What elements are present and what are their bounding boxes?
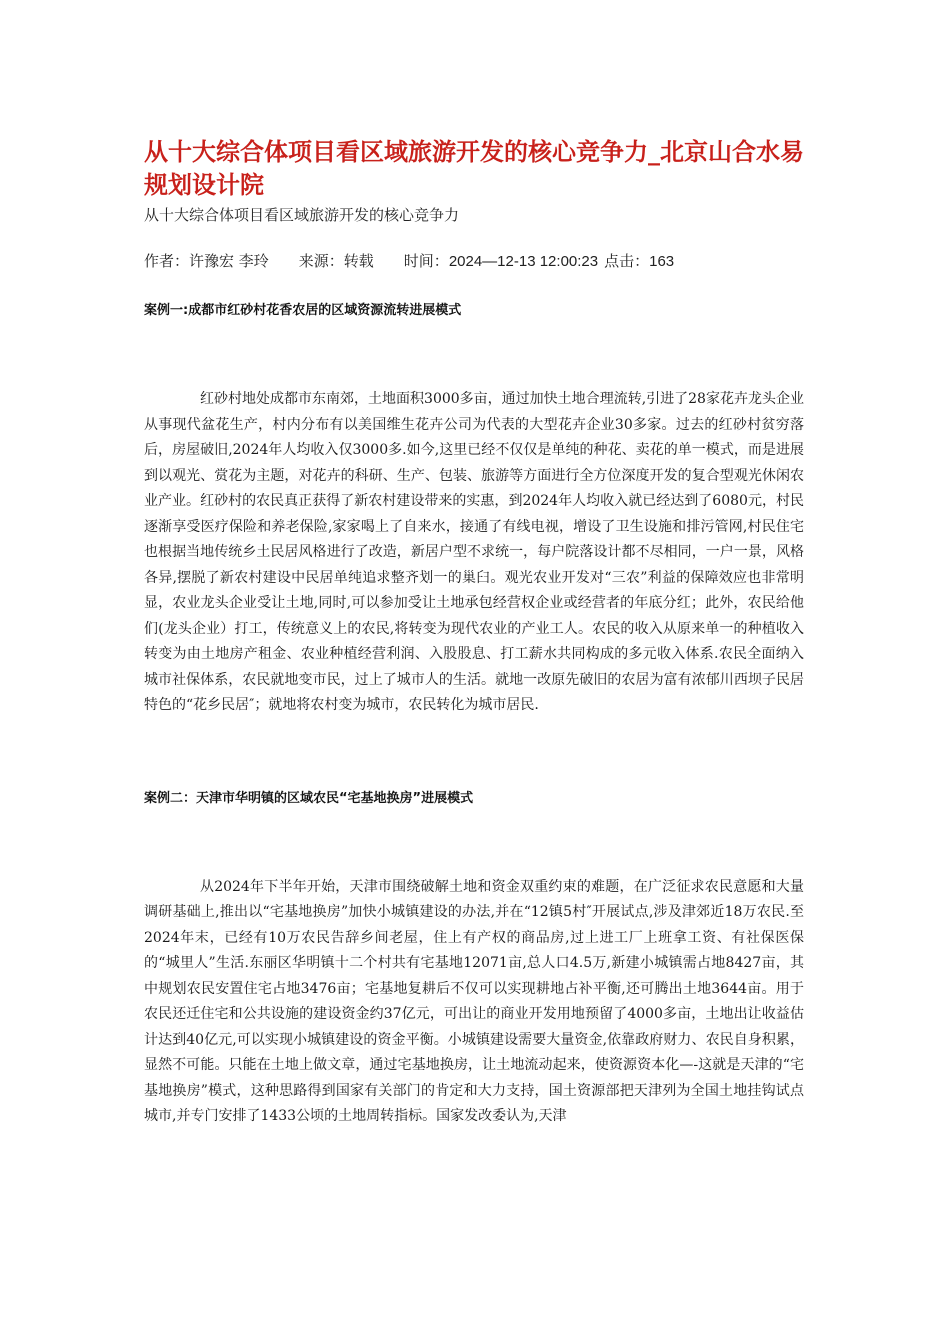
source-label: 来源：转载: [298, 252, 374, 270]
case1-paragraph: 红砂村地处成都市东南郊，土地面积3000多亩，通过加快土地合理流转,引进了28家花卉龙头企业从事现代盆花生产，村内分布有以美国维生花卉公司为代表的大型花卉企业30多家。过去的红砂村贫穷落后，房屋破旧,2024年人均收入仅3000多.如今,这里已经不仅仅是单纯的种花、卖花的单一模式，而是进展到以观光、赏花为主题，对花卉的科研、生产、包装、旅游等方面进行全方位深度开发的复合型观光休闲农业产业。红砂村的农民真正获得了新农村建设带来的实惠，到2024年人均收入就已经达到了6080元，村民逐渐享受医疗保险和养老保险,家家喝上了自来水，接通了有线电视，增设了卫生设施和排污管网,村民住宅也根据当地传统乡土民居风格进行了改造，新居户型不求统一，每户院落设计都不尽相同，一户一景，风格各异,摆脱了新农村建设中民居单纯追求整齐划一的巢臼。观光农业开发对“三农”利益的保障效应也非常明显，农业龙头企业受让土地,同时,可以参加受让土地承包经营权企业或经营者的年底分红；此外，农民给他们(龙头企业）打工，传统意义上的农民,将转变为现代农业的产业工人。农民的收入从原来单一的种植收入转变为由土地房产租金、农业种植经营利润、入股股息、打工薪水共同构成的多元收入体系.农民全面纳入城市社保体系，农民就地变市民，过上了城市人的生活。就地一改原先破旧的农居为富有浓郁川西坝子民居特色的“花乡民居″；就地将农村变为城市，农民转化为城市居民.: [144, 391, 804, 713]
time-label: 时间：: [403, 252, 449, 270]
article-subtitle: 从十大综合体项目看区域旅游开发的核心竞争力: [144, 206, 460, 224]
article-meta: [144, 250, 804, 273]
author-label: 作者：许豫宏 李玲: [144, 252, 269, 270]
time-value: 2024—12-13 12:00:23: [448, 253, 599, 270]
clicks-value: 163: [649, 253, 675, 270]
document-page: [144, 136, 804, 1130]
case1-heading: 案例一:成都市红砂村花香农居的区域资源流转进展模式: [144, 303, 462, 318]
clicks-label: 点击：: [604, 252, 650, 270]
case2-paragraph: 从2024年下半年开始，天津市围绕破解土地和资金双重约束的难题，在广泛征求农民意愿和大量调研基础上,推出以“宅基地换房”加快小城镇建设的办法,并在“12镇5村″开展试点,涉及津郊近18万农民.至2024年末，已经有10万农民告辞乡间老屋，住上有产权的商品房,过上进工厂上班拿工资、有社保医保的“城里人”生活.东丽区华明镇十二个村共有宅基地12071亩,总人口4.5万,新建小城镇需占地8427亩，其中规划农民安置住宅占地3476亩；宅基地复耕后不仅可以实现耕地占补平衡,还可腾出土地3644亩。用于农民还迁住宅和公共设施的建设资金约37亿元，可出让的商业开发用地预留了4000多亩，土地出让收益估计达到40亿元,可以实现小城镇建设的资金平衡。小城镇建设需要大量资金,依靠政府财力、农民自身积累，显然不可能。只能在土地上做文章，通过宅基地换房，让土地流动起来，使资源资本化—-这就是天津的“宅基地换房”模式，这种思路得到国家有关部门的肯定和大力支持，国土资源部把天津列为全国土地挂钩试点城市,并专门安排了1433公顷的土地周转指标。国家发改委认为,天津: [144, 878, 804, 1124]
article-title: 从十大综合体项目看区域旅游开发的核心竞争力_北京山合水易规划设计院: [144, 138, 804, 199]
case2-heading: 案例二：天津市华明镇的区域农民“宅基地换房”进展模式: [144, 790, 474, 806]
